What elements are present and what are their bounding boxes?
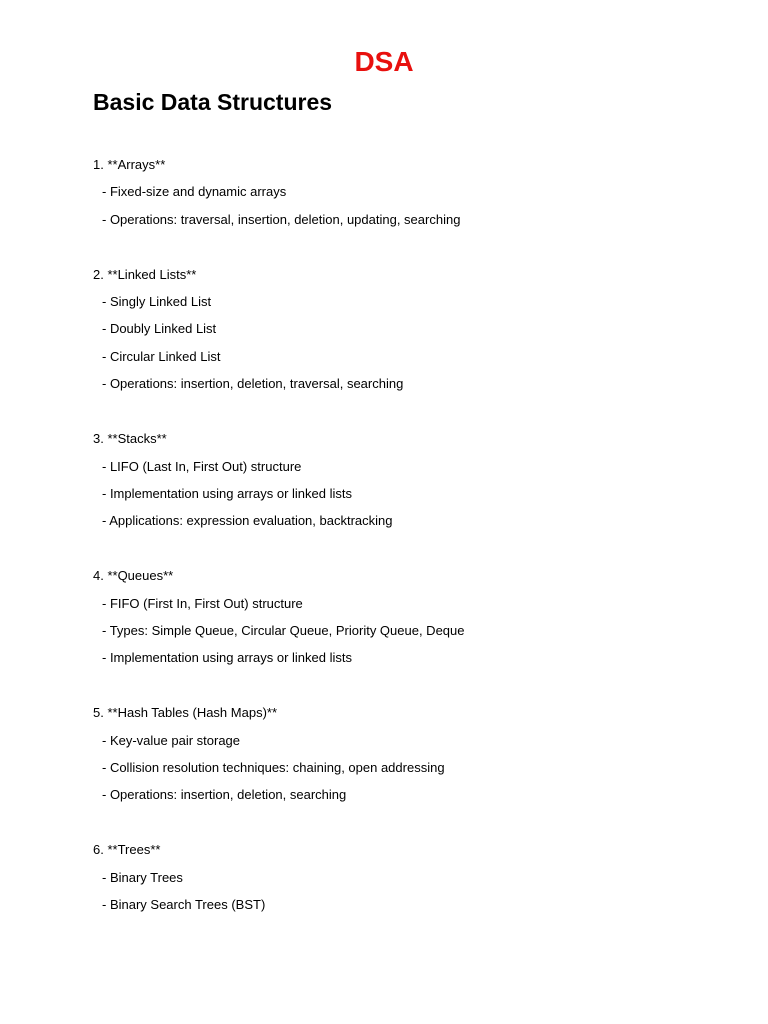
list-item-bullet: - Implementation using arrays or linked lists bbox=[102, 650, 352, 666]
document-body bbox=[93, 151, 713, 946]
list-section-linked-lists bbox=[93, 261, 713, 398]
list-item-title: 1. **Arrays** bbox=[93, 157, 166, 172]
section-heading: Basic Data Structures bbox=[93, 89, 333, 115]
list-item-bullet: - Applications: expression evaluation, backtracking bbox=[102, 513, 393, 529]
document-title: DSA bbox=[354, 46, 414, 77]
list-item-bullet: - Doubly Linked List bbox=[102, 321, 217, 337]
list-item-bullet: - LIFO (Last In, First Out) structure bbox=[102, 458, 302, 474]
list-item-title: 2. **Linked Lists** bbox=[93, 266, 197, 282]
list-section-stacks bbox=[93, 425, 713, 535]
list-item-title: 5. **Hash Tables (Hash Maps)** bbox=[93, 705, 278, 721]
list-item-bullet: - Singly Linked List bbox=[102, 294, 212, 310]
list-item-bullet: - Key-value pair storage bbox=[102, 732, 241, 748]
list-item-bullet: - Operations: traversal, insertion, deletion, updating, searching bbox=[102, 211, 461, 227]
list-item-title: 4. **Queues** bbox=[93, 568, 174, 584]
list-item-bullet: - Types: Simple Queue, Circular Queue, Priority Queue, Deque bbox=[102, 622, 465, 638]
list-item-title: 3. **Stacks** bbox=[93, 431, 167, 447]
list-item-bullet: - Collision resolution techniques: chaining, open addressing bbox=[102, 760, 445, 776]
list-item-bullet: - Fixed-size and dynamic arrays bbox=[102, 184, 287, 200]
list-item-bullet: - Implementation using arrays or linked lists bbox=[102, 485, 352, 501]
list-section-trees bbox=[93, 836, 713, 918]
list-item-bullet: - Circular Linked List bbox=[102, 348, 221, 364]
list-section-arrays bbox=[93, 151, 713, 233]
list-item-bullet: - FIFO (First In, First Out) structure bbox=[102, 595, 303, 611]
list-section-hash-tables bbox=[93, 699, 713, 809]
list-section-queues bbox=[93, 562, 713, 672]
list-item-title: 6. **Trees** bbox=[93, 842, 161, 858]
list-item-bullet: - Binary Trees bbox=[102, 869, 183, 885]
list-item-bullet: - Binary Search Trees (BST) bbox=[102, 897, 266, 913]
list-item-bullet: - Operations: insertion, deletion, searching bbox=[102, 787, 347, 803]
list-item-bullet: - Operations: insertion, deletion, traversal, searching bbox=[102, 376, 404, 392]
